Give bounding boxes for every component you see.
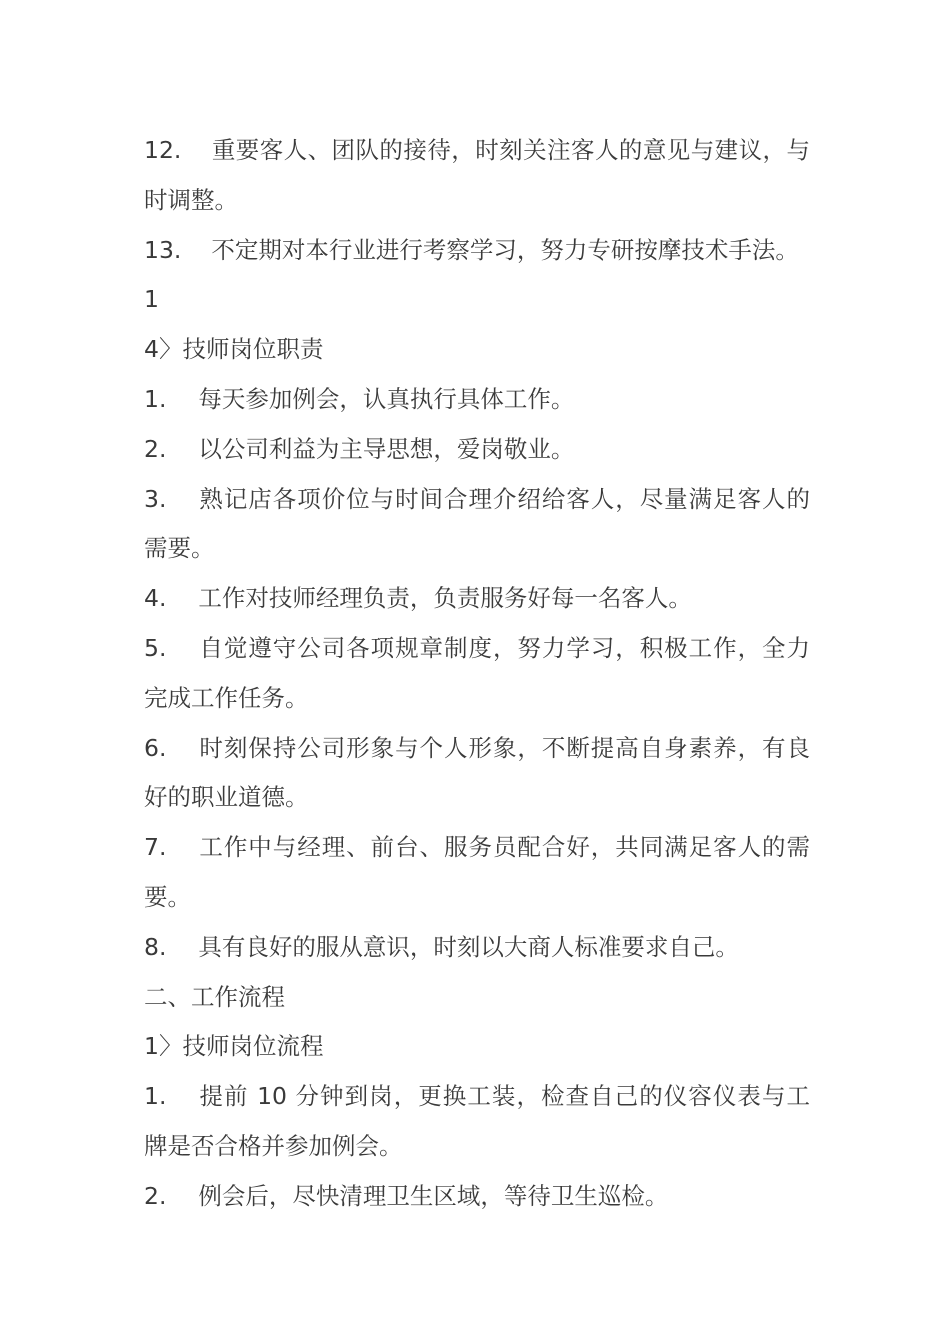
text-line — [144, 176, 810, 226]
text-line — [144, 1122, 810, 1172]
list-number: 2. — [144, 434, 167, 463]
line-text: 1 — [144, 285, 159, 314]
text-line — [144, 1172, 810, 1222]
line-text: 提前 10 分钟到岗，更换工装，检查自己的仪容仪表与工 — [198, 1082, 810, 1111]
list-number: 1. — [144, 1082, 167, 1111]
line-text: 每天参加例会，认真执行具体工作。 — [198, 384, 575, 413]
text-line — [144, 724, 810, 774]
text-line — [144, 873, 810, 923]
list-number: 3. — [144, 484, 167, 513]
text-line — [144, 773, 810, 823]
list-number: 6. — [144, 733, 167, 762]
line-text: 完成工作任务。 — [144, 683, 309, 712]
text-line — [144, 126, 810, 176]
line-text: 时调整。 — [144, 185, 238, 214]
line-text: 例会后，尽快清理卫生区域，等待卫生巡检。 — [198, 1181, 669, 1210]
line-text: 工作中与经理、前台、服务员配合好，共同满足客人的需 — [198, 833, 810, 862]
list-number: 8. — [144, 932, 167, 961]
text-line — [144, 275, 810, 325]
text-line — [144, 823, 810, 873]
text-line — [144, 674, 810, 724]
line-text: 以公司利益为主导思想，爱岗敬业。 — [198, 434, 575, 463]
text-line — [144, 574, 810, 624]
line-text: 工作对技师经理负责，负责服务好每一名客人。 — [198, 584, 692, 613]
text-line — [144, 475, 810, 525]
text-line — [144, 923, 810, 973]
line-text: 要。 — [144, 882, 191, 911]
line-text: 二、工作流程 — [144, 982, 285, 1011]
line-text: 重要客人、团队的接待，时刻关注客人的意见与建议，与 — [211, 136, 810, 164]
list-number: 7. — [144, 833, 167, 862]
list-number: 13. — [144, 235, 182, 264]
line-text: 自觉遵守公司各项规章制度，努力学习，积极工作，全力 — [198, 633, 810, 662]
text-line — [144, 624, 810, 674]
line-text: 牌是否合格并参加例会。 — [144, 1131, 403, 1160]
document-page — [144, 126, 810, 1222]
text-line — [144, 1022, 810, 1072]
line-text: 时刻保持公司形象与个人形象，不断提高自身素养，有良 — [198, 733, 810, 762]
list-number: 1. — [144, 384, 167, 413]
line-text: 具有良好的服从意识，时刻以大商人标准要求自己。 — [198, 932, 739, 961]
text-line — [144, 226, 810, 276]
list-number: 5. — [144, 633, 167, 662]
list-number: 4. — [144, 584, 167, 613]
list-number: 2. — [144, 1181, 167, 1210]
line-text: 好的职业道德。 — [144, 783, 309, 812]
text-line — [144, 425, 810, 475]
line-text: 需要。 — [144, 534, 215, 563]
text-line — [144, 973, 810, 1023]
text-line — [144, 375, 810, 425]
text-line — [144, 1072, 810, 1122]
text-line — [144, 524, 810, 574]
line-text: 不定期对本行业进行考察学习，努力专研按摩技术手法。 — [211, 235, 799, 264]
line-text: 1〉技师岗位流程 — [144, 1032, 324, 1061]
line-text: 4〉技师岗位职责 — [144, 335, 324, 364]
line-text: 熟记店各项价位与时间合理介绍给客人，尽量满足客人的 — [198, 484, 810, 513]
text-line — [144, 325, 810, 375]
list-number: 12. — [144, 136, 182, 164]
